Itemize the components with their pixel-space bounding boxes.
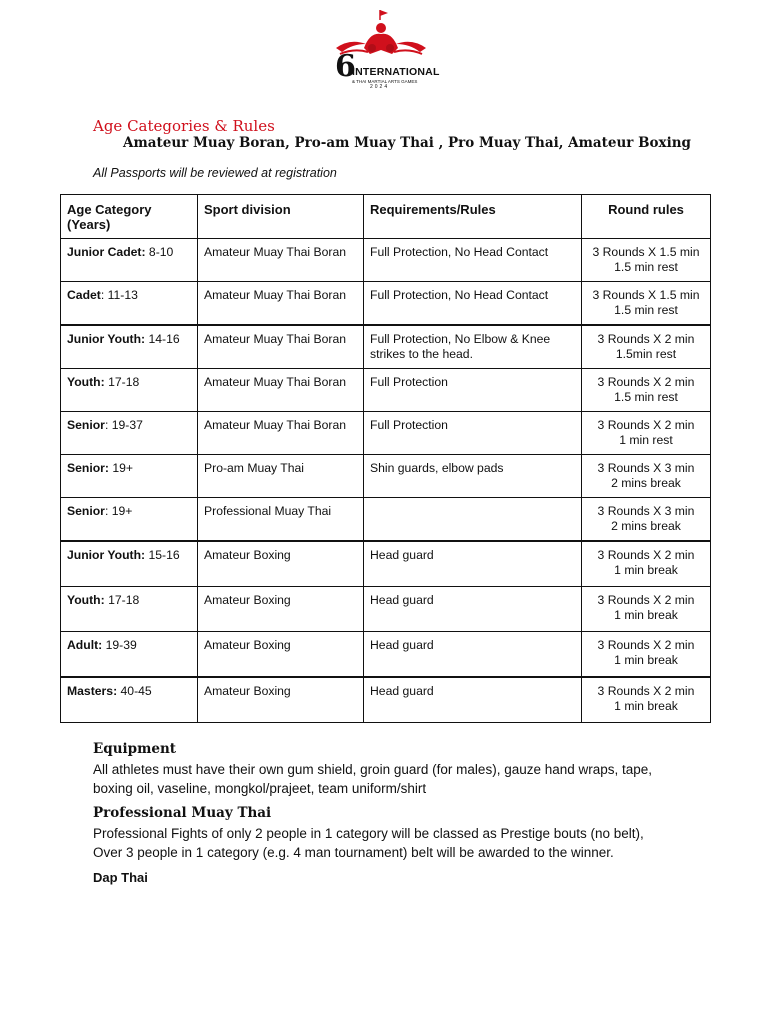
age-value: 8-10 — [145, 245, 174, 259]
event-logo — [330, 8, 440, 88]
division-cell: Amateur Muay Thai Boran — [198, 369, 364, 412]
rest-line: 1.5 min rest — [614, 303, 678, 317]
age-label: Youth: — [67, 593, 105, 607]
age-value: 17-18 — [104, 593, 140, 607]
age-value: 19+ — [108, 461, 134, 475]
rest-line: 1.5 min rest — [614, 390, 678, 404]
round-line: 3 Rounds X 2 min — [597, 375, 695, 389]
page-subtitle: Amateur Muay Boran, Pro-am Muay Thai , Pro Muay Thai, Amateur Boxing — [123, 135, 691, 151]
round-cell — [582, 455, 711, 498]
age-label: Adult: — [67, 638, 103, 652]
table-row — [61, 325, 711, 369]
age-cell — [61, 412, 198, 455]
age-value: 14-16 — [145, 332, 180, 346]
table-row — [61, 282, 711, 326]
round-line: 3 Rounds X 2 min — [597, 548, 695, 562]
requirements-cell: Full Protection — [364, 412, 582, 455]
division-cell: Amateur Boxing — [198, 541, 364, 587]
round-cell — [582, 369, 711, 412]
age-label: Senior — [67, 418, 105, 432]
round-cell — [582, 498, 711, 542]
age-label: Youth: — [67, 375, 105, 389]
requirements-cell: Head guard — [364, 587, 582, 632]
round-line: 3 Rounds X 2 min — [597, 593, 695, 607]
round-cell — [582, 541, 711, 587]
division-cell: Amateur Muay Thai Boran — [198, 412, 364, 455]
round-line: 3 Rounds X 2 min — [597, 684, 695, 698]
requirements-cell: Shin guards, elbow pads — [364, 455, 582, 498]
age-label: Junior Youth: — [67, 548, 146, 562]
table-row — [61, 677, 711, 723]
age-value: : 11-13 — [100, 288, 138, 302]
round-cell — [582, 677, 711, 723]
table-row — [61, 541, 711, 587]
logo-number: 6 — [335, 49, 356, 84]
rest-line: 1 min break — [614, 563, 678, 577]
equipment-text: All athletes must have their own gum shield, groin guard (for males), gauze hand wraps, tape, boxing oil, vaseline, mongkol/prajeet, team uniform/shirt — [93, 762, 653, 796]
age-label: Junior Cadet: — [67, 245, 146, 259]
division-cell: Amateur Boxing — [198, 587, 364, 632]
division-cell: Amateur Boxing — [198, 677, 364, 723]
round-cell — [582, 587, 711, 632]
age-cell — [61, 369, 198, 412]
division-cell: Professional Muay Thai — [198, 498, 364, 542]
table-row — [61, 239, 711, 282]
requirements-cell: Head guard — [364, 632, 582, 678]
header-round-rules: Round rules — [582, 195, 711, 239]
header-sport-division: Sport division — [198, 195, 364, 239]
dap-thai-title: Dap Thai — [93, 870, 148, 885]
requirements-cell: Full Protection, No Head Contact — [364, 282, 582, 326]
age-label: Cadet — [67, 288, 101, 302]
round-line: 3 Rounds X 2 min — [597, 332, 695, 346]
age-value: 15-16 — [145, 548, 180, 562]
requirements-cell: Head guard — [364, 677, 582, 723]
table-header-row — [61, 195, 711, 239]
round-line: 3 Rounds X 2 min — [597, 418, 695, 432]
age-label: Senior — [67, 504, 105, 518]
age-cell — [61, 455, 198, 498]
requirements-cell — [364, 498, 582, 542]
division-cell: Pro-am Muay Thai — [198, 455, 364, 498]
round-cell — [582, 412, 711, 455]
age-label: Junior Youth: — [67, 332, 146, 346]
logo-year: 2024 — [370, 84, 390, 90]
age-label: Masters: — [67, 684, 118, 698]
age-cell — [61, 587, 198, 632]
round-line: 3 Rounds X 3 min — [597, 461, 695, 475]
logo-subtitle: & THAI MARTIAL ARTS GAMES — [352, 79, 418, 84]
rest-line: 1 min break — [614, 699, 678, 713]
division-cell: Amateur Muay Thai Boran — [198, 325, 364, 369]
age-cell — [61, 239, 198, 282]
table-row — [61, 632, 711, 678]
rest-line: 1.5min rest — [615, 347, 677, 361]
age-value: : 19-37 — [104, 418, 143, 432]
rest-line: 1 min rest — [619, 433, 673, 447]
table-row — [61, 455, 711, 498]
round-line: 3 Rounds X 1.5 min — [592, 245, 700, 259]
division-cell: Amateur Muay Thai Boran — [198, 239, 364, 282]
rest-line: 1 min break — [614, 653, 678, 667]
round-line: 3 Rounds X 2 min — [597, 638, 695, 652]
age-cell — [61, 282, 198, 326]
header-age-category: Age Category (Years) — [61, 195, 198, 239]
age-cell — [61, 632, 198, 678]
rest-line: 2 mins break — [611, 476, 681, 490]
age-cell — [61, 541, 198, 587]
division-cell: Amateur Boxing — [198, 632, 364, 678]
round-cell — [582, 632, 711, 678]
rest-line: 1 min break — [614, 608, 678, 622]
division-cell: Amateur Muay Thai Boran — [198, 282, 364, 326]
table-row — [61, 369, 711, 412]
table-row — [61, 498, 711, 542]
requirements-cell: Head guard — [364, 541, 582, 587]
round-line: 3 Rounds X 3 min — [597, 504, 695, 518]
rest-line: 2 mins break — [611, 519, 681, 533]
table-row — [61, 587, 711, 632]
round-line: 3 Rounds X 1.5 min — [592, 288, 700, 302]
professional-title: Professional Muay Thai — [93, 805, 272, 821]
requirements-cell: Full Protection, No Elbow & Knee strikes to the head. — [364, 325, 582, 369]
age-cell — [61, 677, 198, 723]
logo-title: INTERNATIONAL — [352, 66, 440, 78]
round-cell — [582, 325, 711, 369]
age-value: 19-39 — [102, 638, 137, 652]
header-requirements: Requirements/Rules — [364, 195, 582, 239]
requirements-cell: Full Protection — [364, 369, 582, 412]
age-value: : 19+ — [104, 504, 133, 518]
age-cell — [61, 498, 198, 542]
age-value: 17-18 — [104, 375, 140, 389]
requirements-cell: Full Protection, No Head Contact — [364, 239, 582, 282]
passport-note: All Passports will be reviewed at registration — [93, 166, 337, 180]
rest-line: 1.5 min rest — [614, 260, 678, 274]
age-categories-table — [60, 194, 711, 723]
professional-line-1: Professional Fights of only 2 people in 1 category will be classed as Prestige bouts (no belt), — [93, 826, 644, 841]
age-value: 40-45 — [117, 684, 152, 698]
round-cell — [582, 282, 711, 326]
table-row — [61, 412, 711, 455]
equipment-title: Equipment — [93, 741, 177, 757]
round-cell — [582, 239, 711, 282]
page-title: Age Categories & Rules — [93, 117, 275, 135]
age-cell — [61, 325, 198, 369]
age-label: Senior: — [67, 461, 109, 475]
professional-line-2: Over 3 people in 1 category (e.g. 4 man tournament) belt will be awarded to the winner. — [93, 845, 614, 860]
